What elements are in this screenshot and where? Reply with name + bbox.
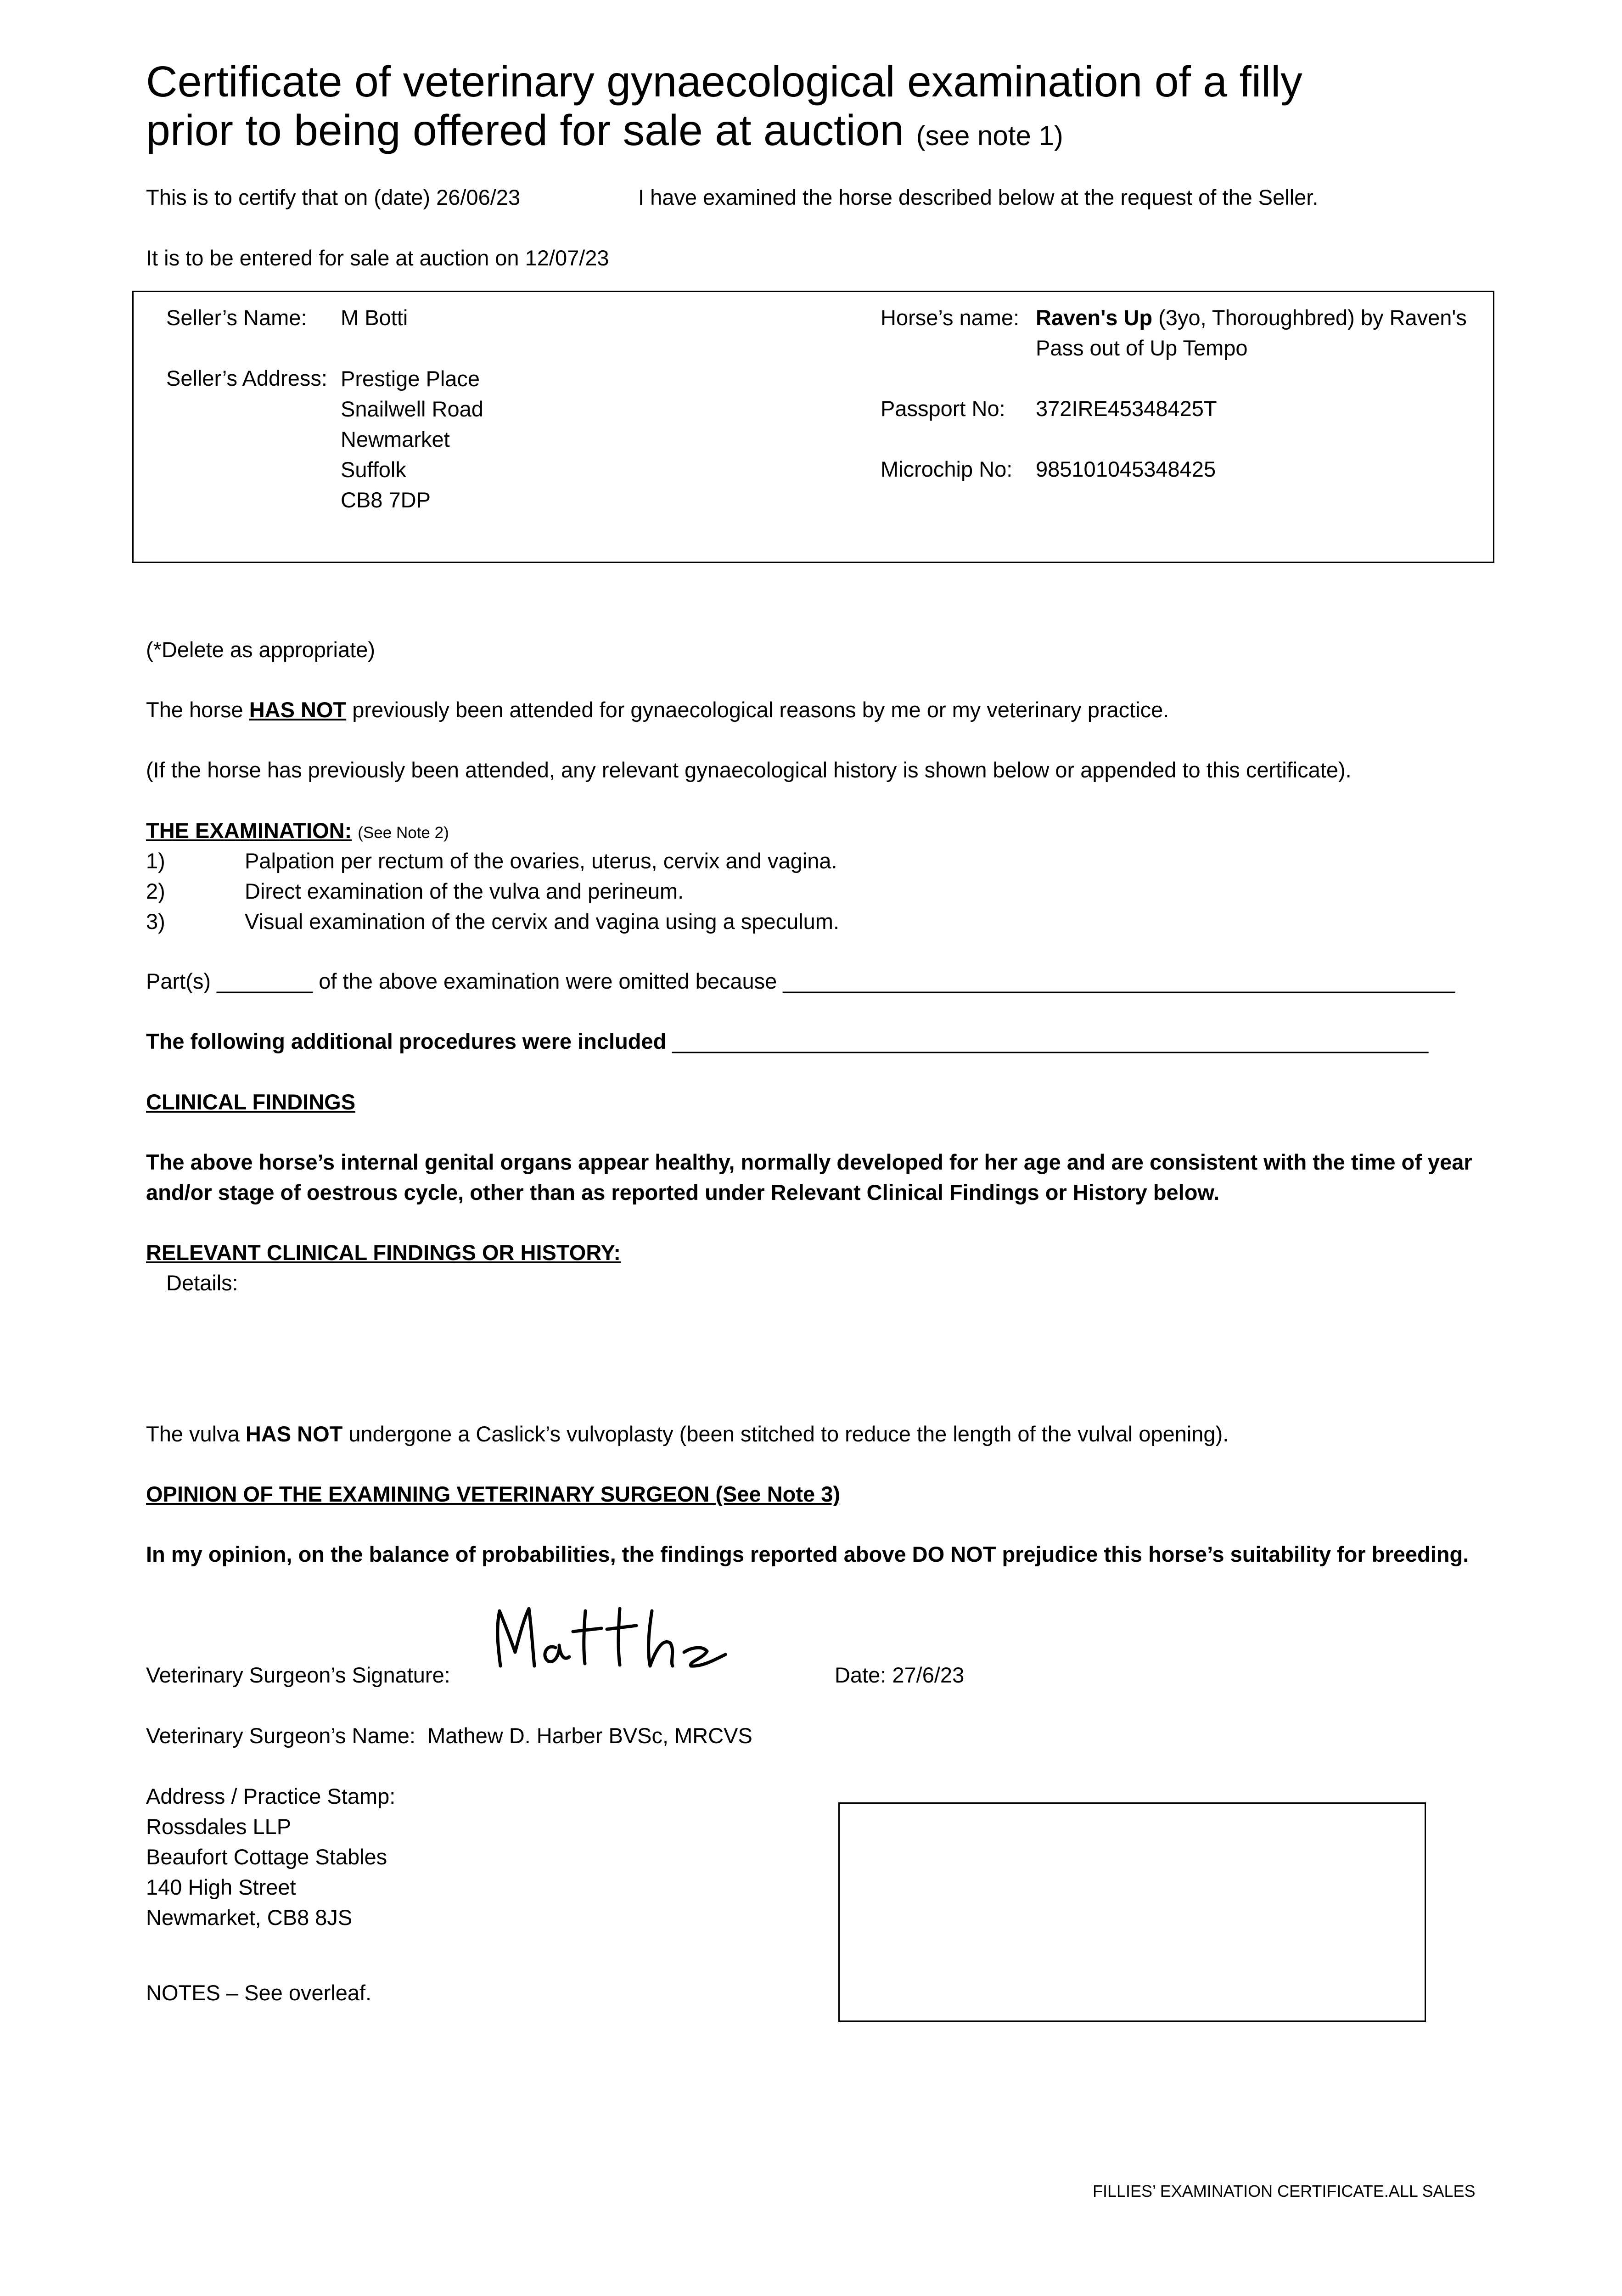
surgeon-name-label: Veterinary Surgeon’s Name:: [146, 1723, 415, 1748]
seller-name-label: Seller’s Name:: [166, 305, 307, 330]
sale-date-line: It is to be entered for sale at auction on 12/07/23: [146, 246, 609, 270]
surgeon-name: Mathew D. Harber BVSc, MRCVS: [427, 1723, 752, 1748]
microchip-label: Microchip No:: [881, 457, 1013, 481]
practice-line: Rossdales LLP: [146, 1814, 292, 1839]
omitted-parts-blank: ________: [217, 969, 313, 993]
surgeon-name-line: [146, 1721, 752, 1750]
signature-label: Veterinary Surgeon’s Signature:: [146, 1663, 450, 1687]
practice-stamp-box: [838, 1802, 1426, 2022]
attended-status: HAS NOT: [249, 698, 347, 722]
details-label: Details:: [166, 1271, 238, 1295]
practice-label: Address / Practice Stamp:: [146, 1784, 396, 1808]
vulva-post: undergone a Caslick’s vulvoplasty (been stitched to reduce the length of the vulval opening).: [348, 1422, 1229, 1446]
attended-statement: [146, 695, 1169, 725]
seller-address-label: Seller’s Address:: [166, 366, 327, 390]
certify-date-line: This is to certify that on (date) 26/06/23: [146, 185, 521, 209]
attended-pre: The horse: [146, 698, 243, 722]
additional-label: The following additional procedures were included: [146, 1029, 667, 1053]
examination-heading: [146, 816, 449, 848]
horse-name-label: Horse’s name:: [881, 305, 1020, 330]
vulva-statement: [146, 1419, 1229, 1449]
horse-name: Raven's Up: [1036, 305, 1153, 330]
clinical-findings-line-2: and/or stage of oestrous cycle, other than as reported under Relevant Clinical Findings or History below.: [146, 1180, 1220, 1204]
title-line-2: [146, 106, 1302, 160]
practice-line: 140 High Street: [146, 1875, 296, 1899]
seller-address-line: Snailwell Road: [341, 397, 483, 421]
title-line-1: Certificate of veterinary gynaecological examination of a filly: [146, 57, 1302, 106]
passport-label: Passport No:: [881, 396, 1005, 421]
exam-item-num-3: 3): [146, 909, 165, 934]
horse-details: [1036, 303, 1467, 332]
signature-image: [487, 1597, 758, 1684]
seller-address-line: Newmarket: [341, 427, 450, 451]
notes-reference: NOTES – See overleaf.: [146, 1981, 372, 2005]
additional-line: [146, 1027, 1428, 1056]
exam-item-num-1: 1): [146, 849, 165, 873]
exam-item-num-2: 2): [146, 879, 165, 903]
opinion-text: In my opinion, on the balance of probabilities, the findings reported above DO NOT prejudice this horse’s suitability for breeding.: [146, 1542, 1469, 1566]
practice-line: Newmarket, CB8 8JS: [146, 1905, 353, 1930]
attended-post: previously been attended for gynaecological reasons by me or my veterinary practice.: [352, 698, 1169, 722]
clinical-findings-heading: CLINICAL FINDINGS: [146, 1090, 356, 1114]
practice-line: Beaufort Cottage Stables: [146, 1845, 387, 1869]
microchip-number: 985101045348425: [1036, 457, 1216, 481]
title-note: (see note 1): [916, 120, 1063, 151]
footer-text: FILLIES’ EXAMINATION CERTIFICATE.ALL SALES: [1093, 2182, 1476, 2200]
signature-date: Date: 27/6/23: [835, 1663, 965, 1687]
seller-address-line: Suffolk: [341, 457, 406, 482]
vulva-status: HAS NOT: [245, 1422, 343, 1446]
exam-item-text-1: Palpation per rectum of the ovaries, uterus, cervix and vagina.: [245, 849, 837, 873]
horse-details-line-1: (3yo, Thoroughbred) by Raven's: [1158, 305, 1467, 330]
practice-address: [146, 1781, 395, 1933]
examination-note: (See Note 2): [358, 824, 449, 842]
vulva-pre: The vulva: [146, 1422, 240, 1446]
omitted-pre: Part(s): [146, 969, 211, 993]
relevant-findings-heading: RELEVANT CLINICAL FINDINGS OR HISTORY:: [146, 1240, 621, 1265]
exam-item-text-3: Visual examination of the cervix and vagina using a speculum.: [245, 909, 840, 934]
seller-name: M Botti: [341, 305, 408, 330]
title-line-2-text: prior to being offered for sale at auction: [146, 106, 904, 155]
clinical-findings-line-1: The above horse’s internal genital organs appear healthy, normally developed for her age and are consistent with the time of year: [146, 1150, 1472, 1174]
seller-address: [341, 364, 483, 515]
omitted-line: [146, 967, 1455, 996]
omitted-mid: of the above examination were omitted because: [319, 969, 777, 993]
certify-request-line: I have examined the horse described below at the request of the Seller.: [638, 185, 1319, 209]
passport-number: 372IRE45348425T: [1036, 396, 1217, 421]
history-note: (If the horse has previously been attended, any relevant gynaecological history is shown below or appended to this certificate).: [146, 758, 1352, 782]
additional-blank: _______________________________________________________________: [672, 1029, 1429, 1053]
exam-item-text-2: Direct examination of the vulva and perineum.: [245, 879, 684, 903]
delete-note: (*Delete as appropriate): [146, 637, 375, 662]
opinion-heading: OPINION OF THE EXAMINING VETERINARY SURGEON (See Note 3): [146, 1482, 841, 1506]
horse-details-line-2: Pass out of Up Tempo: [1036, 336, 1248, 360]
examination-title: THE EXAMINATION:: [146, 818, 352, 843]
seller-address-line: Prestige Place: [341, 366, 480, 391]
seller-address-line: CB8 7DP: [341, 488, 431, 512]
page-title: [146, 57, 1302, 160]
omitted-reason-blank: ________________________________________________________: [783, 969, 1455, 993]
